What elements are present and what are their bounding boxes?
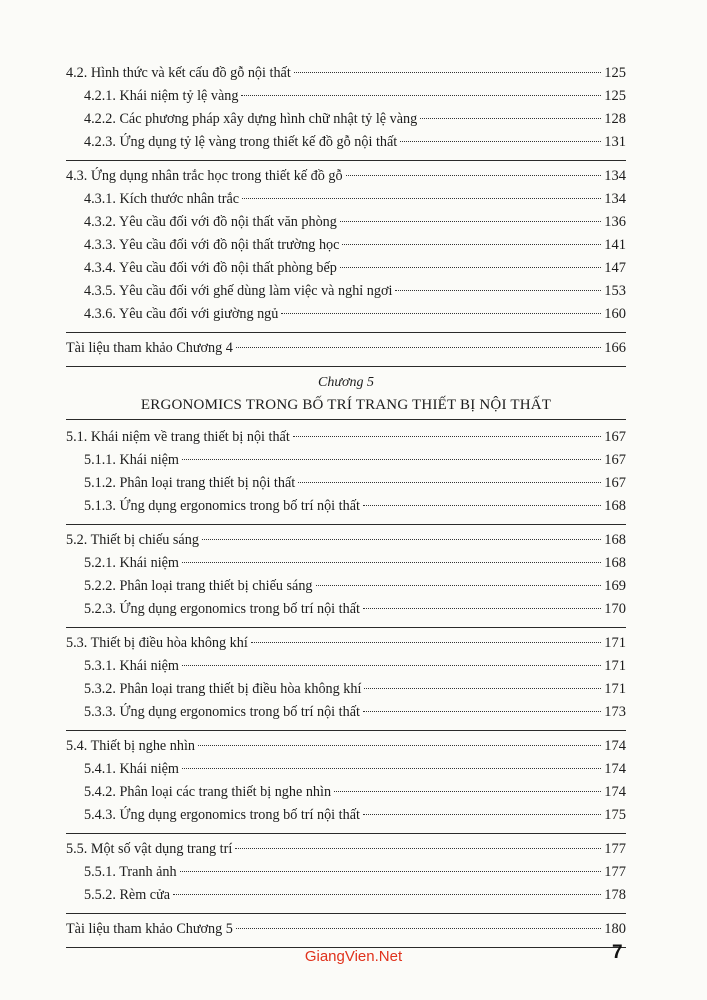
toc-subentry[interactable] [66,211,626,234]
toc-subentry[interactable] [66,781,626,804]
toc-subentry[interactable] [66,257,626,280]
toc-entry[interactable] [66,632,626,655]
dot-leader [235,848,601,849]
toc-entry-title: 5.4.3. Ứng dụng ergonomics trong bố trí nội thất [84,807,360,823]
toc-entry-page: 171 [604,681,626,697]
toc-entry[interactable] [66,529,626,552]
toc-entry-title: 4.2.2. Các phương pháp xây dựng hình chữ nhật tỷ lệ vàng [84,111,418,127]
toc-section [66,337,626,367]
toc-entry-page: 125 [604,88,626,104]
toc-subentry[interactable] [66,188,626,211]
toc-subentry[interactable] [66,678,626,701]
toc-section [66,918,626,948]
dot-leader [198,745,601,746]
dot-leader [363,505,601,506]
toc-section [66,165,626,333]
toc-entry-page: 134 [604,191,626,207]
toc-entry-page: 166 [604,340,626,356]
toc-entry-title: 4.3.1. Kích thước nhân trắc [84,191,240,207]
dot-leader [395,290,601,291]
toc-entry-title: 5.2.1. Khái niệm [84,555,179,571]
toc-subentry[interactable] [66,804,626,827]
toc-entry-title: 4.3. Ứng dụng nhân trắc học trong thiết kế đồ gỗ [66,168,343,184]
toc-subentry[interactable] [66,85,626,108]
toc-entry-page: 125 [604,65,626,81]
toc-entry-title: 5.5. Một số vật dụng trang trí [66,841,233,857]
toc-entry-title: 5.3.2. Phân loại trang thiết bị điều hòa không khí [84,681,362,697]
toc-entry[interactable] [66,165,626,188]
toc-entry-page: 167 [604,452,626,468]
toc-entry-page: 134 [604,168,626,184]
toc-entry-page: 170 [604,601,626,617]
toc-subentry[interactable] [66,861,626,884]
toc-entry-title: Tài liệu tham khảo Chương 4 [66,340,233,356]
chapter-label: Chương 5 [318,375,374,390]
toc-entry-page: 147 [604,260,626,276]
toc-entry-title: 4.3.5. Yêu cầu đối với ghế dùng làm việc và nghỉ ngơi [84,283,393,299]
dot-leader [364,688,601,689]
dot-leader [400,141,601,142]
dot-leader [173,894,601,895]
toc-entry-page: 173 [604,704,626,720]
toc-entry-page: 160 [604,306,626,322]
toc-entry[interactable] [66,918,626,941]
toc-entry-title: 5.4.2. Phân loại các trang thiết bị nghe nhìn [84,784,332,800]
toc-subentry[interactable] [66,449,626,472]
dot-leader [182,562,601,563]
toc-entry-page: 168 [604,498,626,514]
toc-section [66,632,626,731]
toc-entry-page: 177 [604,841,626,857]
toc-entry-page: 171 [604,658,626,674]
dot-leader [363,814,601,815]
toc-subentry[interactable] [66,701,626,724]
dot-leader [316,585,602,586]
toc-entry[interactable] [66,838,626,861]
toc-part-chapter-4 [66,62,626,367]
toc-section [66,529,626,628]
toc-entry-title: 4.3.6. Yêu cầu đối với giường ngủ [84,306,279,322]
toc-section [66,426,626,525]
dot-leader [242,198,601,199]
toc-entry-page: 167 [604,429,626,445]
toc-entry-page: 174 [604,784,626,800]
toc-section [66,62,626,161]
toc-subentry[interactable] [66,598,626,621]
toc-entry[interactable] [66,337,626,360]
dot-leader [298,482,601,483]
dot-leader [363,711,601,712]
toc-entry-title: 4.3.4. Yêu cầu đối với đồ nội thất phòng bếp [84,260,337,276]
toc-entry-title: 4.2. Hình thức và kết cấu đồ gỗ nội thất [66,65,291,81]
toc-entry-page: 168 [604,532,626,548]
toc-entry-page: 168 [604,555,626,571]
toc-entry-page: 174 [604,738,626,754]
toc-subentry[interactable] [66,575,626,598]
dot-leader [182,459,601,460]
page-number: 7 [612,942,623,963]
toc-entry-title: 5.3.1. Khái niệm [84,658,179,674]
table-of-contents [66,62,626,952]
dot-leader [236,347,601,348]
toc-subentry[interactable] [66,234,626,257]
toc-entry-title: 4.2.1. Khái niệm tỷ lệ vàng [84,88,239,104]
toc-entry[interactable] [66,62,626,85]
dot-leader [202,539,601,540]
dot-leader [420,118,601,119]
toc-entry-page: 131 [604,134,626,150]
dot-leader [236,928,601,929]
toc-subentry[interactable] [66,303,626,326]
dot-leader [334,791,601,792]
dot-leader [294,72,601,73]
toc-subentry[interactable] [66,552,626,575]
toc-entry-page: 178 [604,887,626,903]
toc-entry[interactable] [66,426,626,449]
toc-subentry[interactable] [66,280,626,303]
dot-leader [340,267,601,268]
toc-entry-title: 5.2. Thiết bị chiếu sáng [66,532,199,548]
dot-leader [182,665,601,666]
toc-entry-title: 5.5.1. Tranh ảnh [84,864,177,880]
toc-entry-title: 5.2.2. Phân loại trang thiết bị chiếu sáng [84,578,313,594]
toc-entry-page: 169 [604,578,626,594]
footer-watermark: GiangVien.Net [304,948,403,965]
toc-section [66,735,626,834]
chapter-title: ERGONOMICS TRONG BỐ TRÍ TRANG THIẾT BỊ NỘI THẤT [66,393,626,420]
toc-subentry[interactable] [66,495,626,518]
toc-subentry[interactable] [66,655,626,678]
toc-entry-page: 180 [604,921,626,937]
toc-entry-page: 171 [604,635,626,651]
toc-entry-title: 5.1.3. Ứng dụng ergonomics trong bố trí nội thất [84,498,360,514]
dot-leader [180,871,602,872]
toc-entry[interactable] [66,735,626,758]
dot-leader [363,608,601,609]
toc-entry-title: 5.4.1. Khái niệm [84,761,179,777]
toc-entry-page: 175 [604,807,626,823]
dot-leader [182,768,601,769]
toc-entry-title: 5.1. Khái niệm về trang thiết bị nội thất [66,429,290,445]
dot-leader [346,175,602,176]
dot-leader [241,95,601,96]
toc-entry-title: 5.4. Thiết bị nghe nhìn [66,738,195,754]
toc-part-chapter-5 [66,426,626,948]
dot-leader [251,642,601,643]
toc-entry-title: 4.3.2. Yêu cầu đối với đồ nội thất văn phòng [84,214,337,230]
toc-entry-page: 153 [604,283,626,299]
toc-entry-title: 4.3.3. Yêu cầu đối với đồ nội thất trường học [84,237,340,253]
dot-leader [340,221,601,222]
toc-subentry[interactable] [66,472,626,495]
toc-entry-title: 5.1.1. Khái niệm [84,452,179,468]
toc-entry-title: 5.3.3. Ứng dụng ergonomics trong bố trí nội thất [84,704,360,720]
toc-entry-page: 128 [604,111,626,127]
toc-entry-title: 5.3. Thiết bị điều hòa không khí [66,635,248,651]
toc-entry-page: 174 [604,761,626,777]
toc-entry-title: 4.2.3. Ứng dụng tỷ lệ vàng trong thiết kế đồ gỗ nội thất [84,134,398,150]
dot-leader [293,436,601,437]
toc-entry-page: 141 [604,237,626,253]
toc-subentry[interactable] [66,108,626,131]
toc-entry-page: 177 [604,864,626,880]
toc-entry-page: 136 [604,214,626,230]
toc-entry-title: 5.1.2. Phân loại trang thiết bị nội thất [84,475,296,491]
dot-leader [281,313,601,314]
toc-entry-title: 5.2.3. Ứng dụng ergonomics trong bố trí nội thất [84,601,360,617]
toc-entry-title: Tài liệu tham khảo Chương 5 [66,921,233,937]
toc-entry-title: 5.5.2. Rèm cửa [84,887,171,903]
toc-subentry[interactable] [66,884,626,907]
toc-subentry[interactable] [66,758,626,781]
toc-section [66,838,626,914]
dot-leader [342,244,601,245]
toc-subentry[interactable] [66,131,626,154]
toc-entry-page: 167 [604,475,626,491]
